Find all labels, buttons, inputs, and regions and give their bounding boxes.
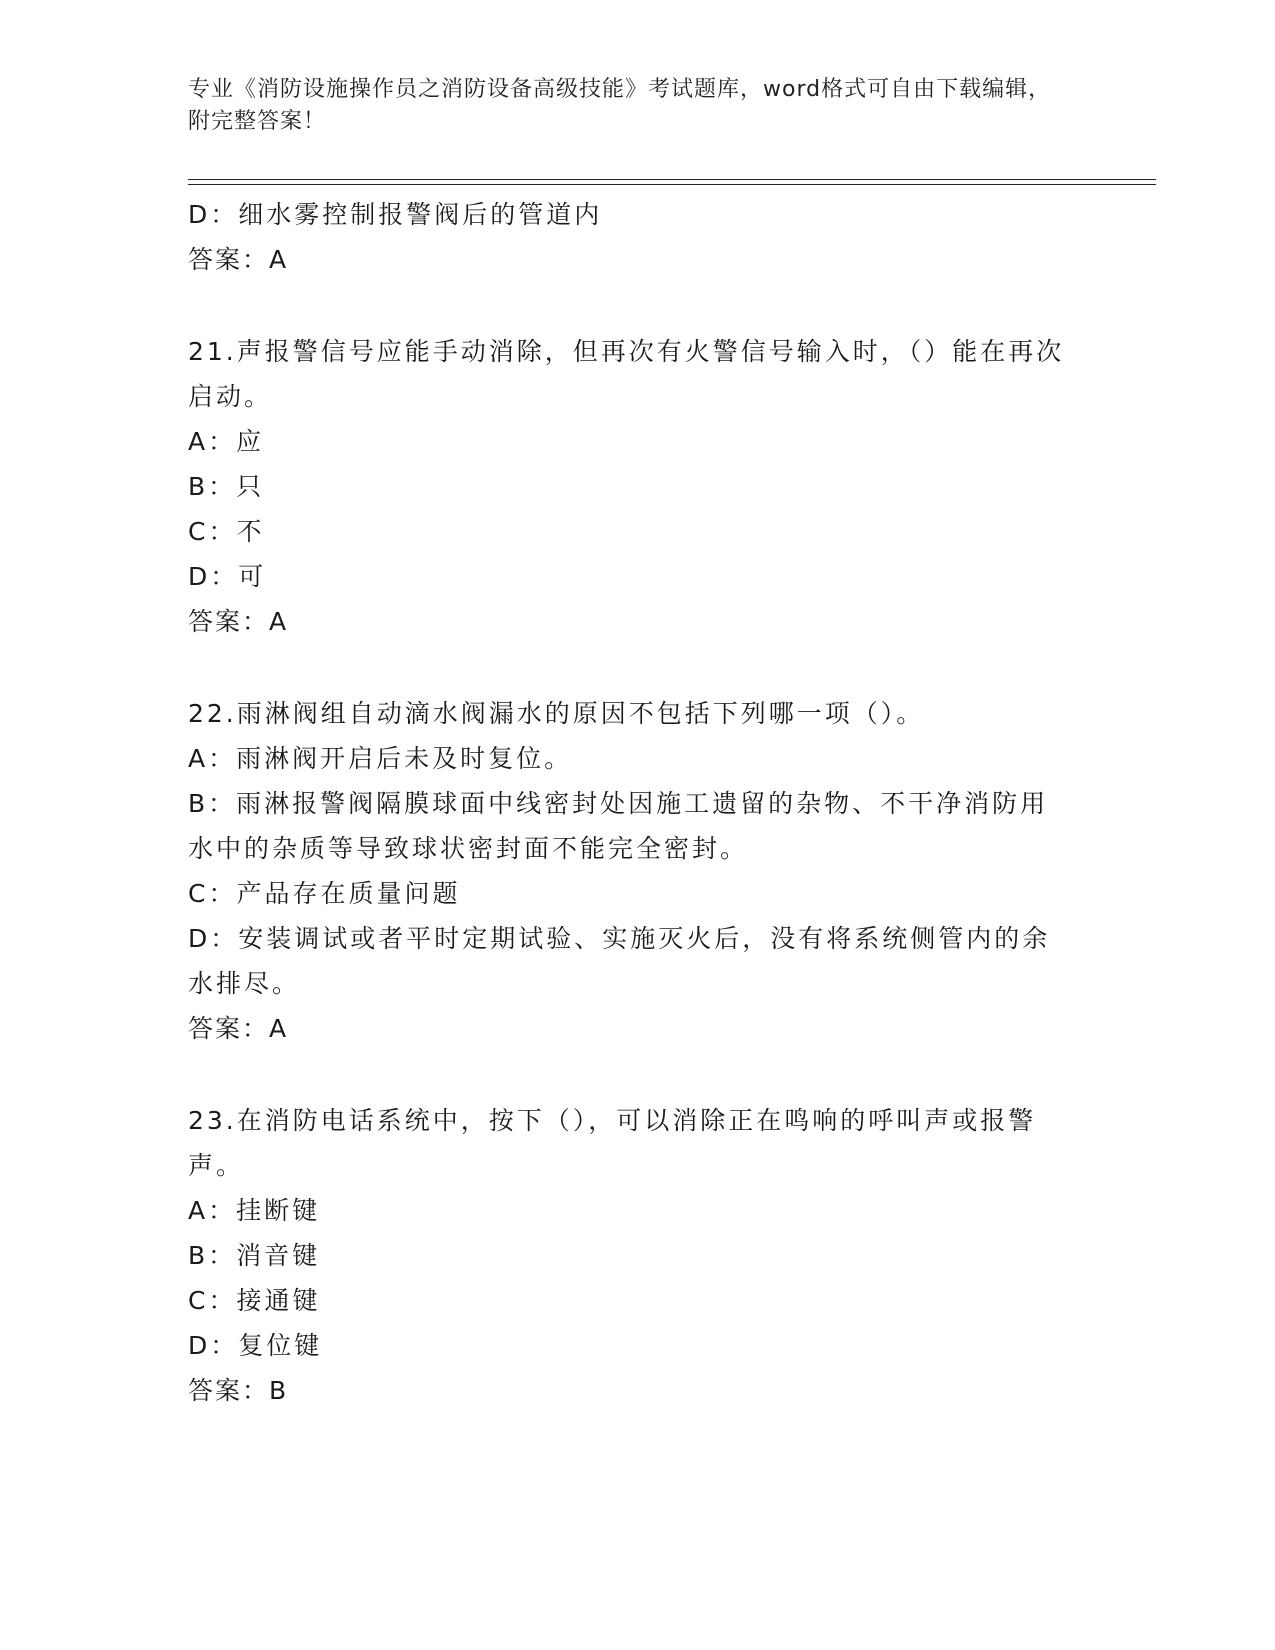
question-text: 23.在消防电话系统中，按下（），可以消除正在鸣响的呼叫声或报警声。	[188, 1106, 1037, 1180]
option-a: A：挂断键	[188, 1196, 321, 1225]
question-21	[188, 329, 1068, 644]
option-b: B：消音键	[188, 1241, 321, 1270]
page-header: 专业《消防设施操作员之消防设备高级技能》考试题库，word格式可自由下载编辑，附完整答案！	[188, 77, 1052, 134]
option-d: D：复位键	[188, 1331, 323, 1360]
header-divider	[188, 179, 1156, 180]
option-a: A：应	[188, 427, 265, 456]
answer-line: 答案：A	[188, 1014, 289, 1043]
answer-line: 答案：B	[188, 1376, 289, 1405]
option-d: D：细水雾控制报警阀后的管道内	[188, 200, 603, 229]
option-b: B：雨淋报警阀隔膜球面中线密封处因施工遗留的杂物、不干净消防用水中的杂质等导致球状密封面不能完全密封。	[188, 789, 1049, 863]
answer-line: 答案：A	[188, 245, 289, 274]
answer-line: 答案：A	[188, 607, 289, 636]
option-b: B：只	[188, 472, 265, 501]
option-c: C：产品存在质量问题	[188, 879, 461, 908]
document-body	[188, 192, 1068, 1413]
option-c: C：接通键	[188, 1286, 321, 1315]
option-d: D：可	[188, 562, 267, 591]
header-divider-double	[188, 184, 1156, 185]
question-23	[188, 1098, 1068, 1413]
option-c: C：不	[188, 517, 265, 546]
question-text: 21.声报警信号应能手动消除，但再次有火警信号输入时，（）能在再次启动。	[188, 337, 1065, 411]
question-text: 22.雨淋阀组自动滴水阀漏水的原因不包括下列哪一项（）。	[188, 699, 925, 728]
question-22	[188, 691, 1068, 1051]
option-a: A：雨淋阀开启后未及时复位。	[188, 744, 573, 773]
option-d: D：安装调试或者平时定期试验、实施灭火后，没有将系统侧管内的余水排尽。	[188, 924, 1051, 998]
